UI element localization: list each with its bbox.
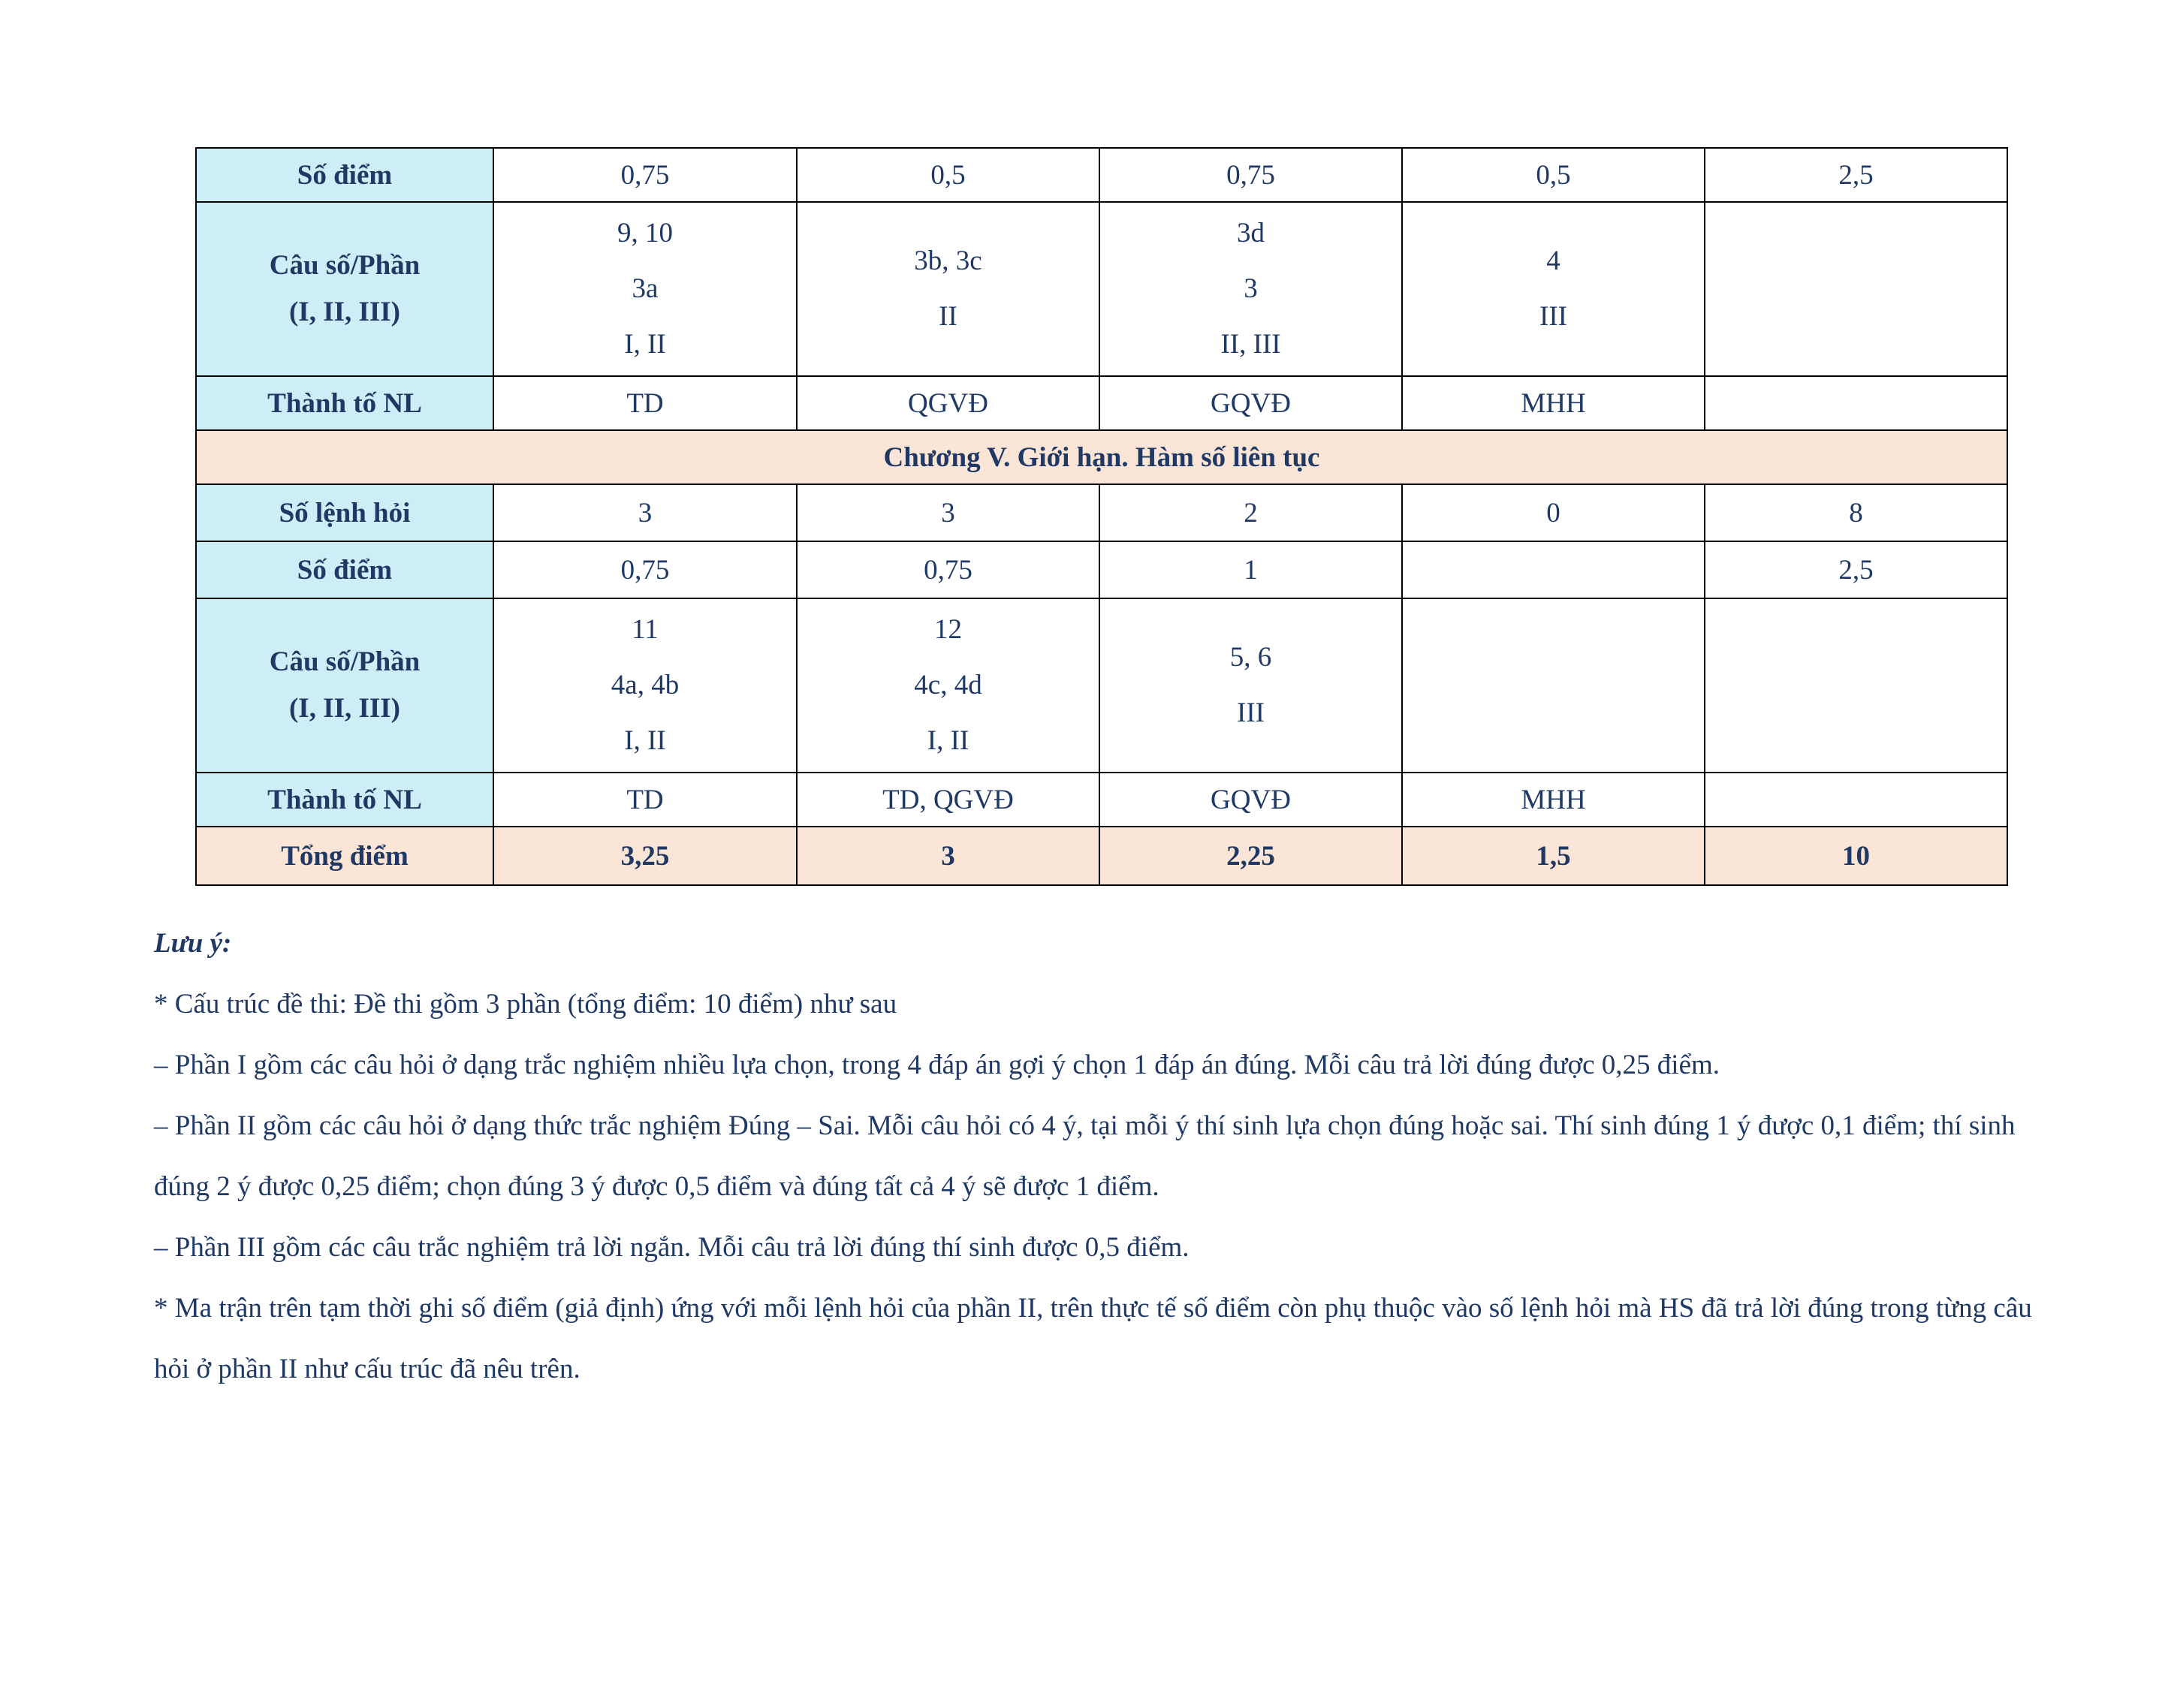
table-cell: 1 xyxy=(1099,541,1402,598)
table-cell: 4 III xyxy=(1402,202,1705,376)
table-cell: 3,25 xyxy=(493,827,797,885)
table-cell: 3 xyxy=(797,484,1099,541)
row-header-line: Câu số/Phần xyxy=(269,250,421,281)
table-row-so-lenh-hoi xyxy=(196,484,2007,541)
table-cell: 2,25 xyxy=(1099,827,1402,885)
table-row-thanh-to-2 xyxy=(196,773,2007,827)
exam-matrix-table xyxy=(195,147,2008,886)
table-cell xyxy=(1705,376,2007,430)
table-row-so-diem-1 xyxy=(196,148,2007,202)
row-header-thanh-to: Thành tố NL xyxy=(196,376,493,430)
table-cell: 0,75 xyxy=(797,541,1099,598)
table-cell xyxy=(1705,773,2007,827)
table-cell: 0,75 xyxy=(1099,148,1402,202)
table-cell xyxy=(1402,541,1705,598)
table-cell: 1,5 xyxy=(1402,827,1705,885)
table-cell: 2,5 xyxy=(1705,541,2007,598)
row-header-so-lenh-hoi: Số lệnh hỏi xyxy=(196,484,493,541)
table-cell: 10 xyxy=(1705,827,2007,885)
table-cell: 0 xyxy=(1402,484,1705,541)
table-cell: 9, 10 3a I, II xyxy=(493,202,797,376)
table-cell: 0,75 xyxy=(493,541,797,598)
table-cell: 0,5 xyxy=(797,148,1099,202)
row-header-cau-so xyxy=(196,202,493,376)
note-paragraph: – Phần I gồm các câu hỏi ở dạng trắc nghiệm nhiều lựa chọn, trong 4 đáp án gợi ý chọn 1 đáp án đúng. Mỗi câu trả lời đúng được 0,25 điểm. xyxy=(154,1050,1720,1080)
table-cell: 3 xyxy=(493,484,797,541)
table-cell: 0,5 xyxy=(1402,148,1705,202)
notes-section xyxy=(154,913,2054,1399)
table-cell xyxy=(1402,598,1705,773)
table-cell: 8 xyxy=(1705,484,2007,541)
table-cell: 11 4a, 4b I, II xyxy=(493,598,797,773)
row-header-line: (I, II, III) xyxy=(288,693,401,724)
row-header-cau-so xyxy=(196,598,493,773)
table-cell xyxy=(1705,202,2007,376)
table-cell: TD, QGVĐ xyxy=(797,773,1099,827)
table-cell: 2,5 xyxy=(1705,148,2007,202)
table-cell: 3b, 3c II xyxy=(797,202,1099,376)
row-header-so-diem: Số điểm xyxy=(196,541,493,598)
table-row-thanh-to-1 xyxy=(196,376,2007,430)
table-cell: MHH xyxy=(1402,773,1705,827)
table-cell xyxy=(1705,598,2007,773)
table-cell: 3d 3 II, III xyxy=(1099,202,1402,376)
table-cell: TD xyxy=(493,773,797,827)
table-cell: TD xyxy=(493,376,797,430)
table-cell: 2 xyxy=(1099,484,1402,541)
total-row xyxy=(196,827,2007,885)
note-paragraph: * Ma trận trên tạm thời ghi số điểm (giả định) ứng với mỗi lệnh hỏi của phần II, trên thực tế số điểm còn phụ thuộc vào số lệnh hỏi mà HS đã trả lời đúng trong từng câu hỏi ở phần II như cấu trúc đã nêu trên. xyxy=(154,1293,2032,1384)
row-header-line: Câu số/Phần xyxy=(269,646,421,677)
note-paragraph: * Cấu trúc đề thi: Đề thi gồm 3 phần (tổng điểm: 10 điểm) như sau xyxy=(154,989,897,1020)
table-cell: GQVĐ xyxy=(1099,773,1402,827)
row-header-thanh-to: Thành tố NL xyxy=(196,773,493,827)
table-cell: MHH xyxy=(1402,376,1705,430)
table-row-cau-so-2 xyxy=(196,598,2007,773)
table-row-cau-so-1 xyxy=(196,202,2007,376)
table-row-so-diem-2 xyxy=(196,541,2007,598)
table-cell: GQVĐ xyxy=(1099,376,1402,430)
row-header-so-diem: Số điểm xyxy=(196,148,493,202)
section-title: Chương V. Giới hạn. Hàm số liên tục xyxy=(196,430,2007,484)
table-cell: 0,75 xyxy=(493,148,797,202)
row-header-line: (I, II, III) xyxy=(288,297,401,327)
section-row-chuong-v xyxy=(196,430,2007,484)
table-cell: 5, 6 III xyxy=(1099,598,1402,773)
table-cell: 12 4c, 4d I, II xyxy=(797,598,1099,773)
row-header-tong-diem: Tổng điểm xyxy=(196,827,493,885)
notes-title: Lưu ý: xyxy=(154,928,232,959)
note-paragraph: – Phần III gồm các câu trắc nghiệm trả lời ngắn. Mỗi câu trả lời đúng thí sinh được 0,5 điểm. xyxy=(154,1232,1190,1263)
note-paragraph: – Phần II gồm các câu hỏi ở dạng thức trắc nghiệm Đúng – Sai. Mỗi câu hỏi có 4 ý, tại mỗi ý thí sinh lựa chọn đúng hoặc sai. Thí sinh đúng 1 ý được 0,1 điểm; thí sinh đúng 2 ý được 0,25 điểm; chọn đúng 3 ý được 0,5 điểm và đúng tất cả 4 ý sẽ được 1 điểm. xyxy=(154,1110,2016,1202)
table-cell: 3 xyxy=(797,827,1099,885)
table-cell: QGVĐ xyxy=(797,376,1099,430)
